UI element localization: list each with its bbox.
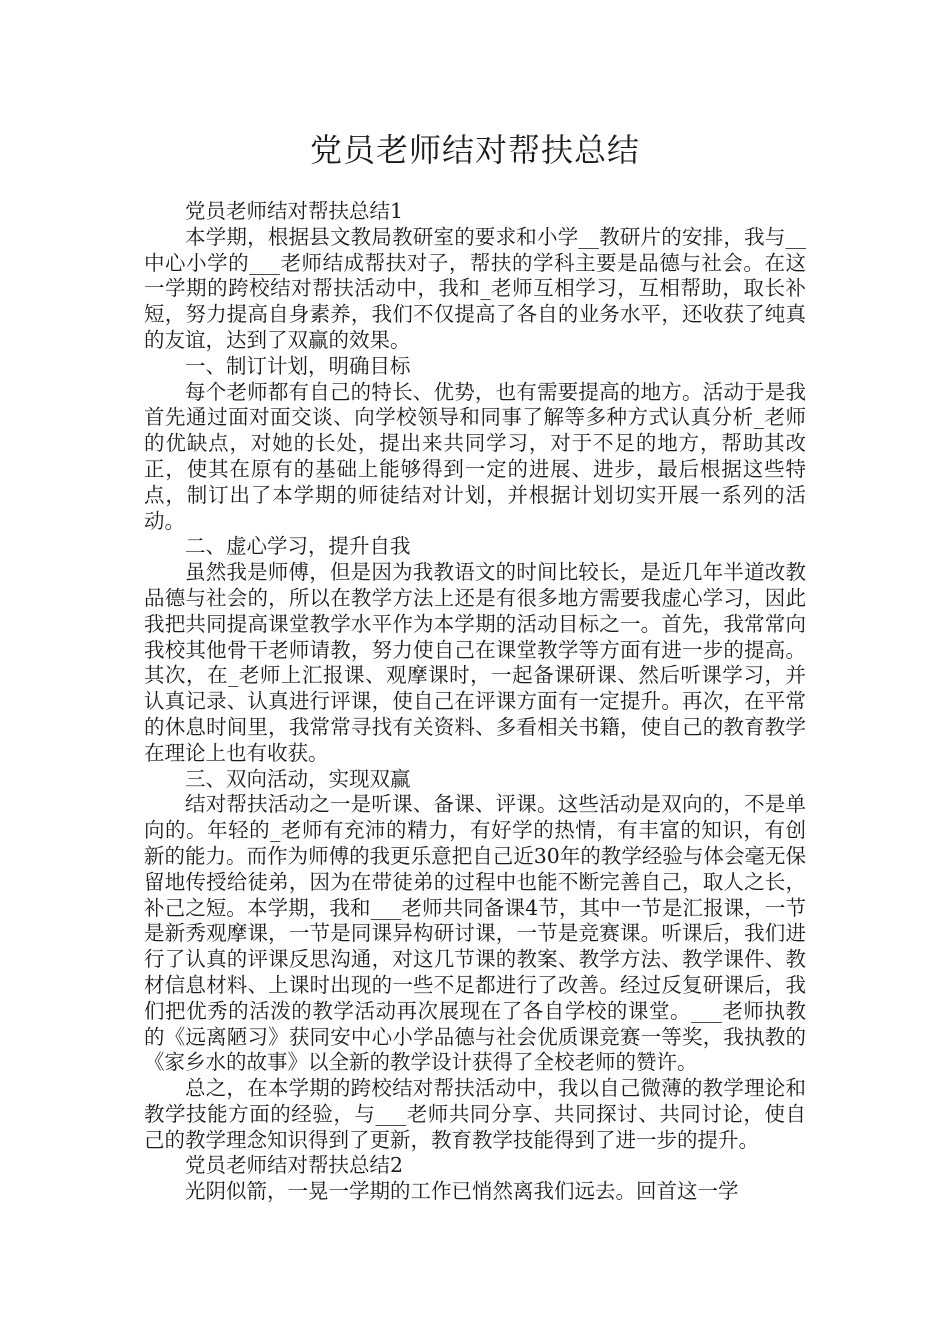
section-2-opening-paragraph: 光阴似箭，一晃一学期的工作已悄然离我们远去。回首这一学: [185, 1179, 739, 1204]
section-title-2: 党员老师结对帮扶总结2: [185, 1153, 404, 1178]
heading-learning: 二、虚心学习，提升自我: [185, 534, 411, 559]
conclusion-paragraph: 总之，在本学期的跨校结对帮扶活动中，我以自己微薄的教学理论和教学技能方面的经验，与___老师共同分享、共同探讨、共同讨论，使自己的教学理念知识得到了更新，教育教学技能得到了进一步的提升。: [144, 1076, 806, 1152]
document-body: [144, 199, 806, 1205]
intro-paragraph: 本学期，根据县文教局教研室的要求和小学__教研片的安排，我与__中心小学的___老师结成帮扶对子，帮扶的学科主要是品德与社会。在这一学期的跨校结对帮扶活动中，我和_老师互相学习，互相帮助，取长补短，努力提高自身素养，我们不仅提高了各自的业务水平，还收获了纯真的友谊，达到了双赢的效果。: [144, 224, 806, 352]
document-title: 党员老师结对帮扶总结: [309, 131, 640, 169]
heading-plan: 一、制订计划，明确目标: [185, 353, 411, 378]
plan-paragraph: 每个老师都有自己的特长、优势，也有需要提高的地方。活动于是我首先通过面对面交谈、向学校领导和同事了解等多种方式认真分析_老师的优缺点，对她的长处，提出来共同学习，对于不足的地方，帮助其改正，使其在原有的基础上能够得到一定的进展、进步，最后根据这些特点，制订出了本学期的师徒结对计划，并根据计划切实开展一系列的活动。: [144, 379, 806, 533]
section-title-1: 党员老师结对帮扶总结1: [185, 199, 404, 223]
learning-paragraph: 虽然我是师傅，但是因为我教语文的时间比较长，是近几年半道改教品德与社会的，所以在教学方法上还是有很多地方需要我虚心学习，因此我把共同提高课堂教学水平作为本学期的活动目标之一。首先，我常常向我校其他骨干老师请教，努力使自己在课堂教学等方面有进一步的提高。其次，在_老师上汇报课、观摩课时，一起备课研课、然后听课学习，并认真记录、认真进行评课，使自己在评课方面有一定提升。再次，在平常的休息时间里，我常常寻找有关资料、多看相关书籍，使自己的教育教学在理论上也有收获。: [144, 560, 806, 765]
two-way-paragraph: 结对帮扶活动之一是听课、备课、评课。这些活动是双向的，不是单向的。年轻的_老师有充沛的精力，有好学的热情，有丰富的知识，有创新的能力。而作为师傅的我更乐意把自己近30年的教学经验与体会毫无保留地传授给徒弟，因为在带徒弟的过程中也能不断完善自己，取人之长，补己之短。本学期，我和___老师共同备课4节，其中一节是汇报课，一节是新秀观摩课，一节是同课异构研讨课，一节是竞赛课。听课后，我们进行了认真的评课反思沟通，对这几节课的教案、教学方法、教学课件、教材信息材料、上课时出现的一些不足都进行了改善。经过反复研课后，我们把优秀的活泼的教学活动再次展现在了各自学校的课堂。___老师执教的《远离陋习》获同安中心小学品德与社会优质课竞赛一等奖，我执教的《家乡水的故事》以全新的教学设计获得了全校老师的赞许。: [144, 792, 806, 1075]
heading-two-way: 三、双向活动，实现双赢: [185, 766, 411, 791]
